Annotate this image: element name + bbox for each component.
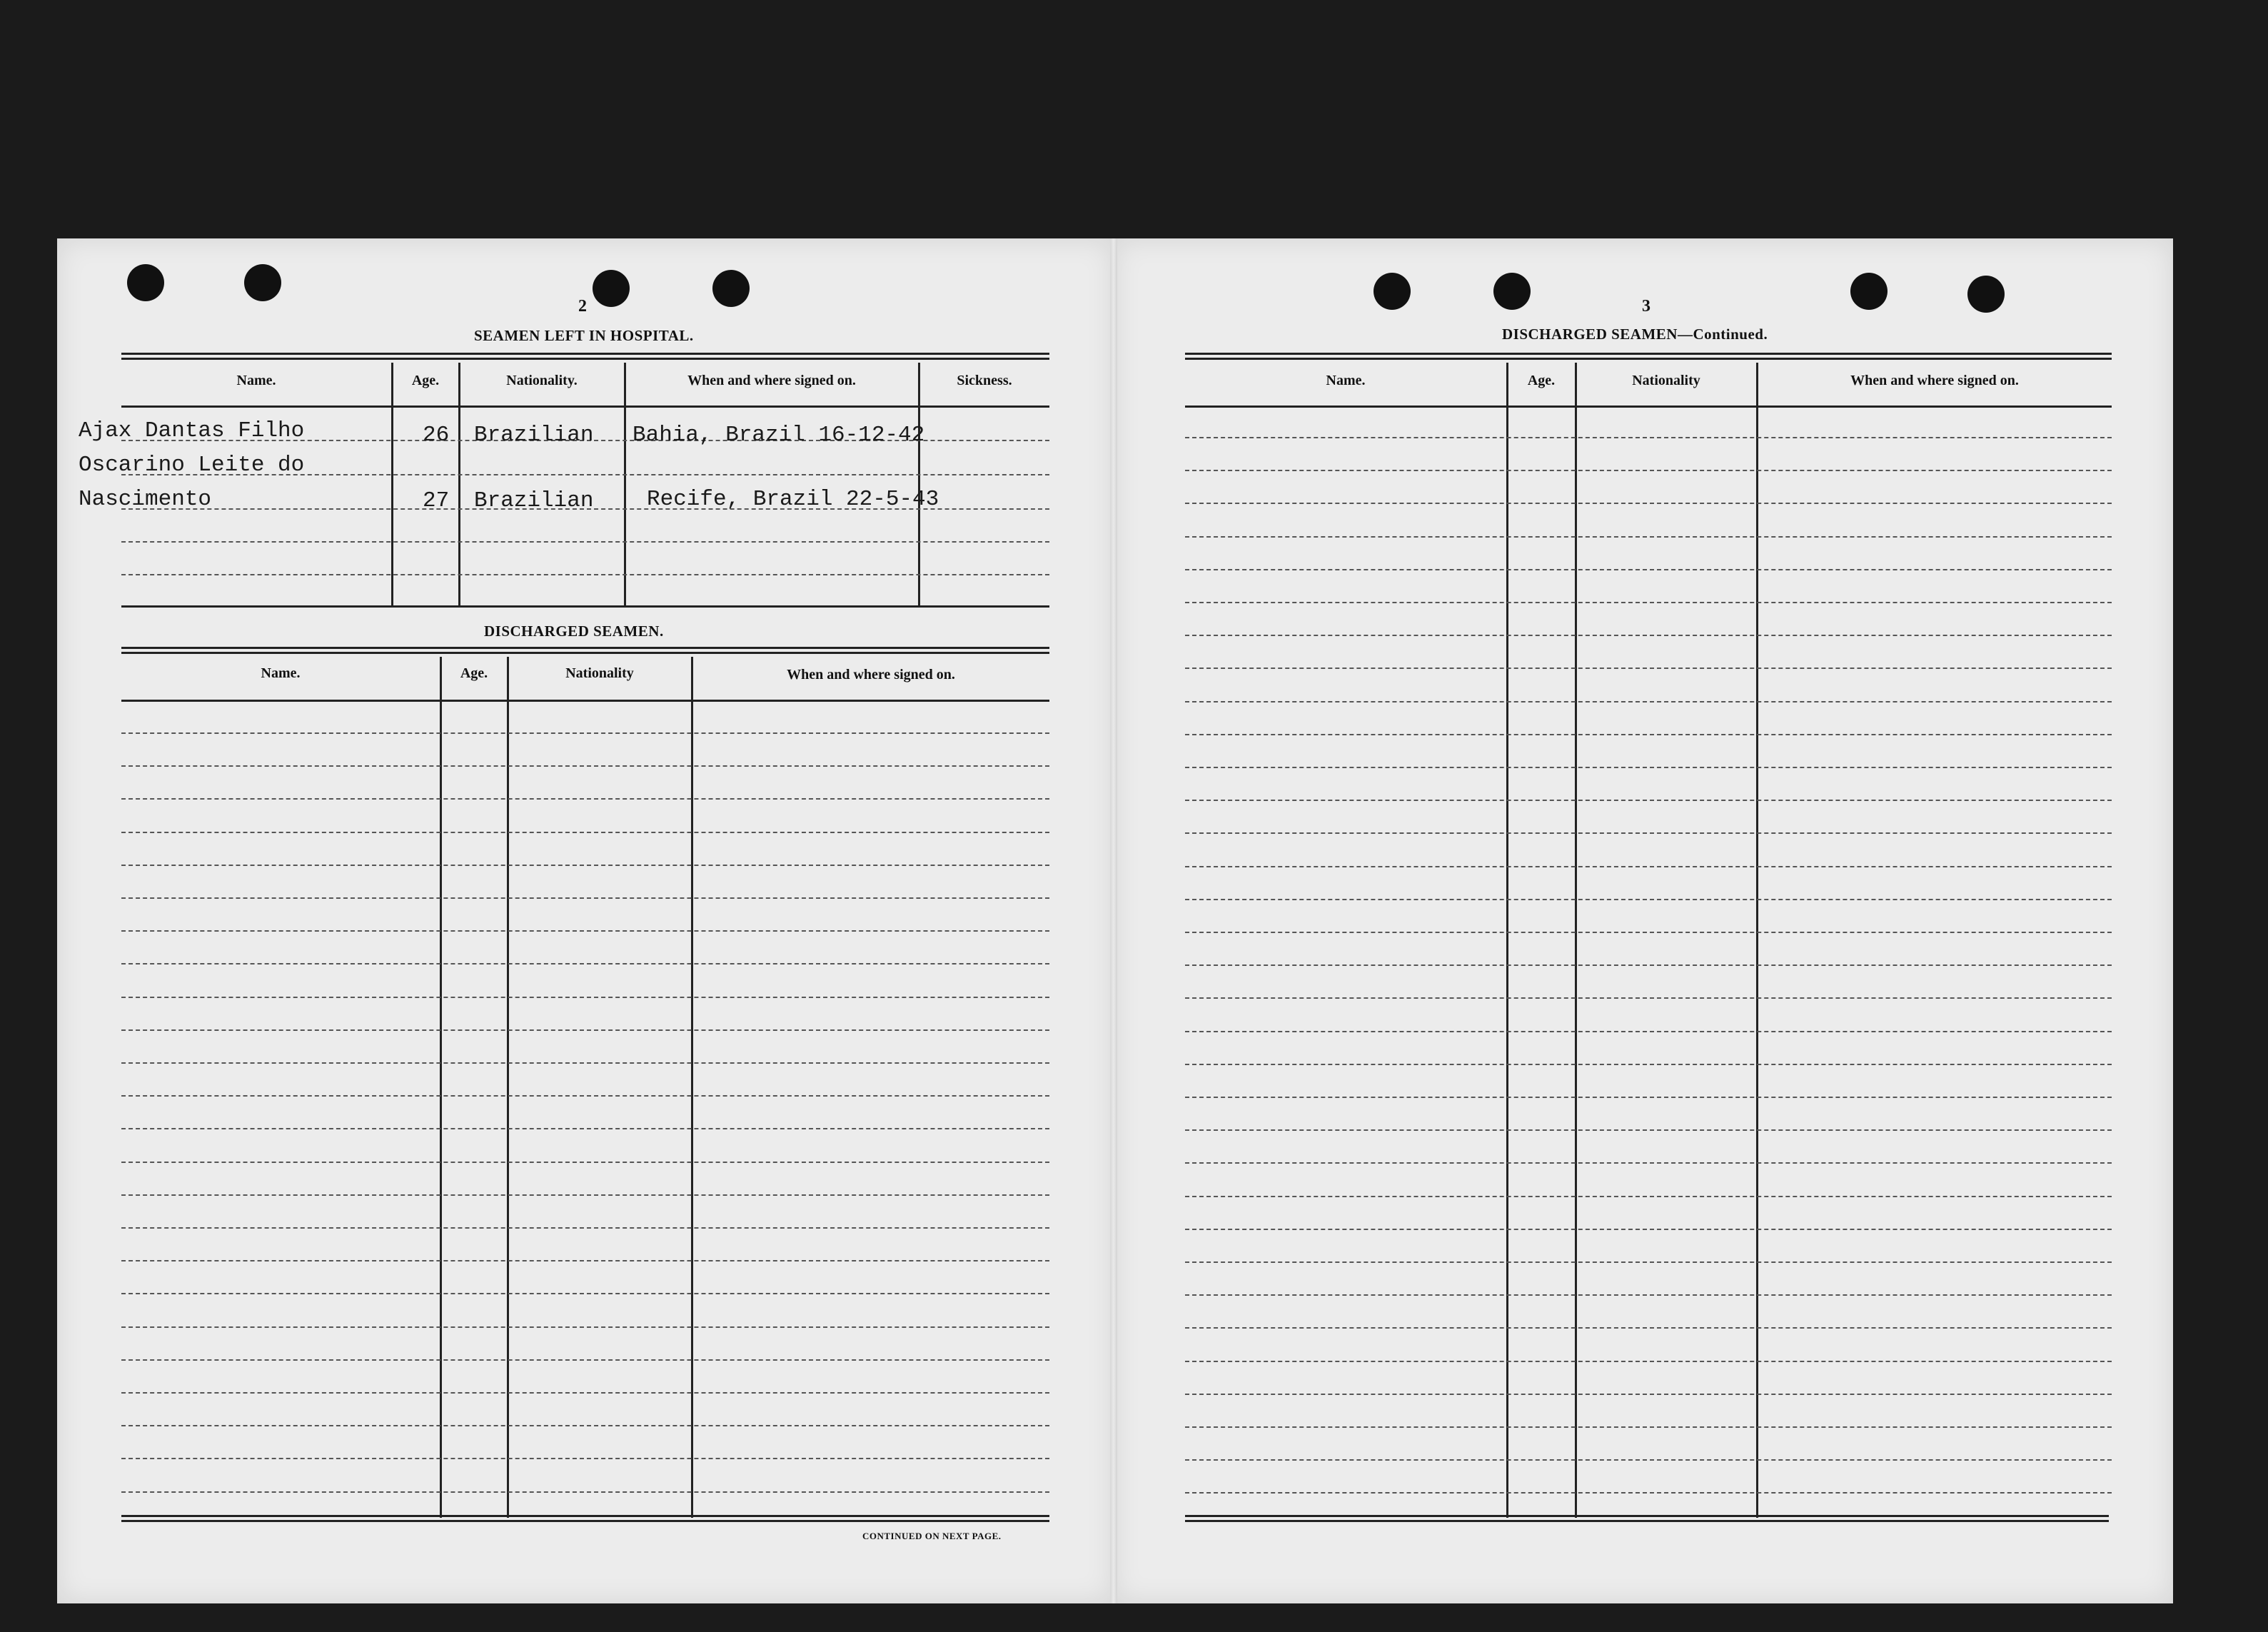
hospital-col-divider [458, 363, 460, 607]
hospital-header-signed-on: When and where signed on. [687, 373, 856, 388]
row-line [121, 1128, 1049, 1129]
row-line [1185, 1097, 2112, 1098]
discharged-bottom-rule [121, 1515, 1049, 1522]
row-line [1185, 470, 2112, 471]
right-header-nationality: Nationality [1632, 373, 1700, 388]
row-line [121, 1194, 1049, 1196]
row-line [1185, 668, 2112, 669]
row-line [121, 732, 1049, 734]
row-line [1185, 1492, 2112, 1494]
right-header-signed-on: When and where signed on. [1850, 373, 2019, 388]
discharged-header-name: Name. [261, 665, 301, 681]
row-line [1185, 1196, 2112, 1197]
row-line [1185, 932, 2112, 933]
discharged-header-age: Age. [460, 665, 488, 681]
row-line [121, 798, 1049, 800]
punch-hole-icon [1374, 273, 1411, 310]
discharged-header-signed-on: When and where signed on. [787, 667, 955, 682]
page-fold [1110, 238, 1117, 1603]
entry-1-nationality: Brazilian [474, 423, 594, 448]
right-table-top-rule [1185, 353, 2112, 360]
entry-2-nationality: Brazilian [474, 488, 594, 513]
row-line [1185, 635, 2112, 636]
row-line [121, 1260, 1049, 1261]
entry-2-signed-on: Recife, Brazil 22-5-43 [647, 487, 939, 512]
row-line [1185, 1129, 2112, 1131]
discharged-table-top-rule [121, 647, 1049, 654]
row-line [1185, 503, 2112, 504]
row-line [1185, 1426, 2112, 1428]
row-line [1185, 536, 2112, 538]
row-line [1185, 832, 2112, 834]
row-line [1185, 1294, 2112, 1296]
hospital-header-sickness: Sickness. [957, 373, 1012, 388]
hospital-header-age: Age. [411, 373, 440, 388]
row-line [1185, 1261, 2112, 1263]
discharged-header-rule [121, 700, 1049, 702]
row-line [1185, 1064, 2112, 1065]
row-line [121, 1062, 1049, 1064]
discharged-col-divider [507, 657, 509, 1518]
row-line [121, 1359, 1049, 1361]
punch-hole-icon [127, 264, 164, 301]
row-line [121, 1293, 1049, 1294]
row-line [1185, 1229, 2112, 1230]
hospital-table-top-rule [121, 353, 1049, 360]
punch-hole-icon [593, 270, 630, 307]
hospital-col-divider [391, 363, 393, 607]
row-line [121, 930, 1049, 932]
row-line [121, 1392, 1049, 1394]
row-line [1185, 1361, 2112, 1362]
row-line [1185, 899, 2112, 900]
discharged-continued-title: DISCHARGED SEAMEN—Continued. [1502, 326, 1768, 343]
right-page [1114, 238, 2173, 1603]
row-line [1185, 1459, 2112, 1461]
row-line [121, 897, 1049, 899]
right-header-name: Name. [1326, 373, 1366, 388]
hospital-col-divider [624, 363, 626, 607]
row-line [121, 541, 1049, 543]
hospital-header-nationality: Nationality. [506, 373, 578, 388]
row-line [121, 765, 1049, 767]
punch-hole-icon [1493, 273, 1531, 310]
hospital-section-title: SEAMEN LEFT IN HOSPITAL. [474, 327, 694, 344]
entry-2-name-line2: Nascimento [79, 487, 212, 512]
discharged-section-title: DISCHARGED SEAMEN. [484, 623, 664, 640]
row-line [1185, 767, 2112, 768]
row-line [121, 1326, 1049, 1328]
row-line [1185, 1031, 2112, 1032]
row-line [121, 1095, 1049, 1097]
row-line [121, 574, 1049, 575]
entry-1-age: 26 [423, 423, 450, 448]
row-line [1185, 1394, 2112, 1395]
punch-hole-icon [244, 264, 281, 301]
page-number-left: 2 [578, 297, 587, 316]
right-bottom-rule [1185, 1515, 2109, 1522]
row-line [121, 1162, 1049, 1163]
entry-2-age: 27 [423, 488, 450, 513]
row-line [1185, 800, 2112, 801]
row-line [121, 1227, 1049, 1229]
row-line [121, 1425, 1049, 1426]
hospital-header-rule [121, 406, 1049, 408]
row-line [1185, 1162, 2112, 1164]
discharged-header-nationality: Nationality [565, 665, 634, 681]
punch-hole-icon [1967, 276, 2005, 313]
row-line [1185, 734, 2112, 735]
discharged-col-divider [691, 657, 693, 1518]
hospital-col-divider [918, 363, 920, 607]
row-line [1185, 997, 2112, 999]
entry-1-signed-on: Bahia, Brazil 16-12-42 [632, 423, 925, 448]
discharged-col-divider [440, 657, 442, 1518]
right-header-age: Age. [1527, 373, 1556, 388]
row-line [121, 1458, 1049, 1459]
row-line [121, 832, 1049, 833]
row-line [121, 865, 1049, 866]
right-header-rule [1185, 406, 2112, 408]
row-line [1185, 866, 2112, 867]
row-line [1185, 1327, 2112, 1329]
entry-1-name: Ajax Dantas Filho [79, 418, 305, 443]
hospital-header-name: Name. [236, 373, 276, 388]
entry-2-name-line1: Oscarino Leite do [79, 453, 305, 478]
row-line [1185, 602, 2112, 603]
hospital-bottom-rule [121, 605, 1049, 608]
row-line [1185, 701, 2112, 702]
punch-hole-icon [712, 270, 750, 307]
punch-hole-icon [1850, 273, 1888, 310]
row-line [121, 1491, 1049, 1493]
page-number-right: 3 [1642, 297, 1650, 316]
continued-note: CONTINUED ON NEXT PAGE. [862, 1531, 1002, 1541]
row-line [121, 963, 1049, 964]
row-line [1185, 964, 2112, 966]
row-line [1185, 569, 2112, 570]
row-line [121, 997, 1049, 998]
row-line [1185, 437, 2112, 438]
row-line [121, 1029, 1049, 1031]
